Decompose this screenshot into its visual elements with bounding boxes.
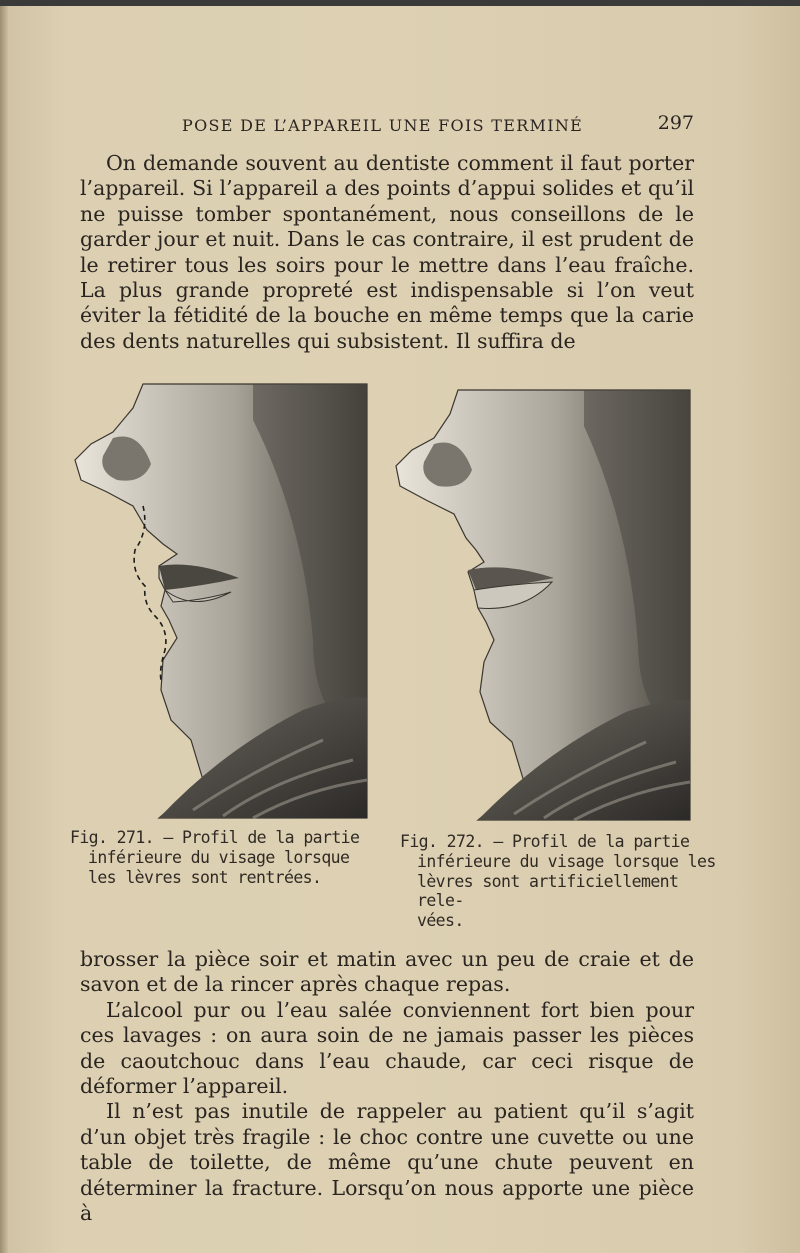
caption-line: lèvres sont artificiellement rele- (417, 871, 679, 911)
paragraph-1: On demande souvent au dentiste comment il faut porter l’appareil. Si l’appareil a des points d’appui solides et qu’il ne puisse tomber spontanément, nous conseillons de le garder jour et nuit. Dans le cas contraire, il est prudent de le retirer tous les soirs pour le mettre dans l’eau fraîche. La plus grande propreté est indispensable si l’on veut éviter la fétidité de la bouche en même temps que la carie des dents naturelles qui subsistent. Il suffira de (80, 151, 694, 353)
caption-line: les lèvres sont rentrées. (88, 867, 322, 887)
scan-top-edge (0, 0, 800, 6)
caption-line: inférieure du visage lorsque (88, 847, 350, 867)
caption-line: Fig. 271. — Profil de la partie (70, 828, 360, 847)
body-text-continued (80, 947, 694, 1226)
page-binding-edge (0, 6, 8, 1253)
figure-272-caption (400, 832, 720, 931)
caption-line: vées. (417, 911, 464, 931)
caption-line: inférieure du visage lorsque les (417, 851, 716, 871)
paragraph-2: brosser la pièce soir et matin avec un peu de craie et de savon et de la rincer après chaque repas. (80, 947, 694, 997)
page-number: 297 (657, 112, 694, 134)
running-title: POSE DE L’APPAREIL UNE FOIS TERMINÉ (182, 116, 584, 135)
figure-271-face-profile-image (73, 380, 369, 820)
paragraph-3: L’alcool pur ou l’eau salée conviennent fort bien pour ces lavages : on aura soin de ne jamais passer les pièces de caoutchouc dans l’eau chaude, car ceci risque de déformer l’appareil. (80, 997, 694, 1099)
page-header (80, 112, 694, 140)
paragraph-4: Il n’est pas inutile de rappeler au patient qu’il s’agit d’un objet très fragile : le choc contre une cuvette ou une table de toilette, de même qu’une chute peuvent en déterminer la fracture. Lorsqu’on nous apporte une pièce à (80, 1099, 694, 1226)
figure-271-caption (70, 828, 370, 887)
figure-272-face-profile-image (394, 386, 692, 822)
caption-line: Fig. 272. — Profil de la partie (400, 832, 690, 851)
